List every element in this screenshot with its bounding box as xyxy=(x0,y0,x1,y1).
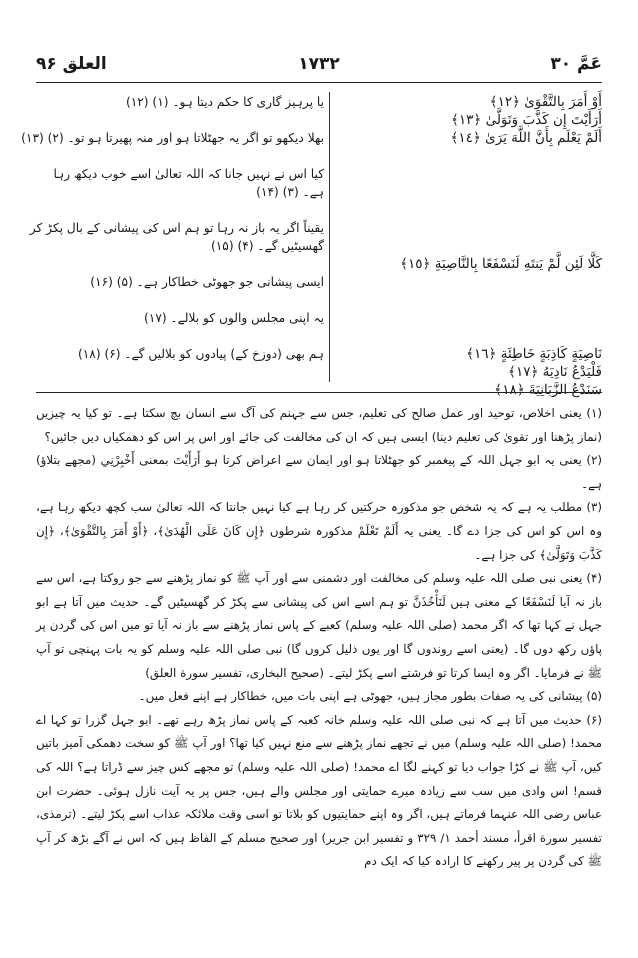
verse-spacer xyxy=(338,219,602,237)
verse-spacer xyxy=(338,183,602,201)
surah-reference: العلق ۹۶ xyxy=(36,54,107,74)
line-spacer xyxy=(40,201,324,219)
translation-line: ہے۔ (۳) (۱۴) xyxy=(256,185,324,199)
arabic-verse-14: أَلَمْ يَعْلَم بِأَنَّ اللَّهَ يَرَىٰ ﴿١٤﴾ xyxy=(450,130,602,146)
footnotes-divider xyxy=(36,392,602,393)
verse-spacer xyxy=(338,273,602,291)
arabic-verse-12: أَوْ أَمَرَ بِالتَّقْوَىٰ ﴿١٢﴾ xyxy=(489,94,602,110)
juz-label: عَمَّ ۳۰ xyxy=(550,54,602,74)
line-spacer xyxy=(40,147,324,165)
footnote-3: (۳) مطلب یہ ہے کہ یہ شخص جو مذکورہ حرکتیں کر رہا ہے کیا نہیں جانتا کہ اللہ تعالیٰ سب کچھ دیکھ رہا ہے، وہ اس کو اس کی جزا دے گا۔ یعنی یہ أَلَمْ تَعْلَمْ مذکورہ شرطوں ﴿إِن كَانَ عَلَى الْهُدَىٰ﴾، ﴿أَوْ أَمَرَ بِالتَّقْوَىٰ﴾، ﴿إِن كَذَّبَ وَتَوَلَّىٰ﴾ کی جزا ہے۔ xyxy=(36,500,602,562)
urdu-translation-column xyxy=(21,93,324,363)
header-divider xyxy=(36,82,602,83)
translation-line: ایسی پیشانی جو جھوٹی خطاکار ہے۔ (۵) (۱۶) xyxy=(90,275,324,289)
footnote-4: (۴) یعنی نبی صلی اللہ علیہ وسلم کی مخالفت اور دشمنی سے اور آپ ﷺ کو نماز پڑھنے سے جو روکتا ہے، اس سے باز نہ آیا لَنَسْفَعًا کے معنی ہیں لَنَأْخُذَنَّ تو ہم اسے اس کی پیشانی سے پکڑ کر گھسیٹیں گے۔ حدیث میں آتا ہے ابو جہل نے کہا تھا کہ اگر محمد (صلی اللہ علیہ وسلم) کعبے کے پاس نماز پڑھنے سے باز نہ آیا تو میں اس کی گردن پر پاؤں رکھ دوں گا۔ (یعنی اسے روندوں گا اور یوں ذلیل کروں گا) نبی صلی اللہ علیہ وسلم کو یہ بات پہنچی تو آپ ﷺ نے فرمایا۔ اگر وہ ایسا کرتا تو فرشتے اسے پکڑ لیتے۔ (صحیح البخاری، تفسیر سورة العلق) xyxy=(36,571,602,680)
arabic-verse-13: أَرَأَيْتَ إِن كَذَّبَ وَتَوَلَّىٰ ﴿١٣﴾ xyxy=(450,112,602,128)
line-spacer xyxy=(40,255,324,273)
translation-line: یہ اپنی مجلس والوں کو بلالے۔ (۱۷) xyxy=(144,311,324,325)
translation-line: کیا اس نے نہیں جانا کہ اللہ تعالیٰ اسے خوب دیکھ رہا xyxy=(53,167,324,181)
translation-line: یقیناً اگر یہ باز نہ رہا تو ہم اس کی پیشانی کے بال پکڑ کر xyxy=(29,221,324,235)
translation-line: بھلا دیکھو تو اگر یہ جھٹلاتا ہو اور منہ پھیرتا ہو تو۔ (۲) (۱۳) xyxy=(21,131,324,145)
footnote-6: (۶) حدیث میں آتا ہے کہ نبی صلی اللہ علیہ وسلم خانہ کعبہ کے پاس نماز پڑھ رہے تھے۔ ابو جہل گزرا تو کہا اے محمد! (صلی اللہ علیہ وسلم) میں نے تجھے نماز پڑھنے سے منع نہیں کیا تھا؟ اور آپ ﷺ کو سخت دھمکی آمیز باتیں کیں، آپ ﷺ نے کڑا جواب دیا تو کہنے لگا اے محمد! (صلی اللہ علیہ وسلم) تو مجھے کس چیز سے ڈراتا ہے؟ اللہ کی قسم! اس وادی میں سب سے زیادہ میرے حمایتی اور مجلس والے ہیں، جس پر یہ آیت نازل ہوئی۔ حضرت ابن عباس رضی اللہ عنہما فرماتے ہیں، اگر وہ اپنے حمایتیوں کو بلاتا تو اسی وقت ملائکہ عذاب اسے پکڑ لیتے۔ (ترمذی، تفسیر سورة اقرأ، مسند أحمد ۱/ ۳۲۹ و تفسیر ابن جریر) اور صحیح مسلم کے الفاظ ہیں کہ اس نے آگے بڑھ کر آپ ﷺ کی گردن پر پیر رکھنے کا ارادہ کیا کہ ایک دم xyxy=(36,712,602,869)
translation-line: گھسیٹیں گے۔ (۴) (۱۵) xyxy=(211,239,324,253)
translation-line: یا پرہیز گاری کا حکم دیتا ہو۔ (۱) (۱۲) xyxy=(125,95,324,109)
arabic-verse-15: كَلَّا لَئِن لَّمْ يَنتَهِ لَنَسْفَعًا بِالنَّاصِيَةِ ﴿١٥﴾ xyxy=(400,256,602,272)
verse-spacer xyxy=(338,201,602,219)
verse-spacer xyxy=(338,291,602,309)
line-spacer xyxy=(40,111,324,129)
translation-line: ہم بھی (دوزخ کے) پیادوں کو بلالیں گے۔ (۶) (۱۸) xyxy=(77,347,324,361)
footnote-2: (۲) یعنی یہ ابو جہل اللہ کے پیغمبر کو جھٹلاتا ہو اور ایمان سے اعراض کرتا ہو أَرَأَيْتَ بمعنی أَخْبِرْنِي (مجھے بتلاؤ) ہے۔ xyxy=(36,453,602,491)
verse-spacer xyxy=(338,309,602,327)
footnote-5: (۵) پیشانی کی یہ صفات بطور مجاز ہیں، جھوٹی ہے اپنی بات میں، خطاکار ہے اپنے فعل میں۔ xyxy=(138,689,602,704)
arabic-verse-17: فَلْيَدْعُ نَادِيَهُ ﴿١٧﴾ xyxy=(508,364,602,380)
footnote-1: (۱) یعنی اخلاص، توحید اور عمل صالح کی تعلیم، جس سے جہنم کی آگ سے انسان بچ سکتا ہے۔ تو کیا یہ چیزیں (نماز پڑھنا اور تقویٰ کی تعلیم دینا) ایسی ہیں کہ ان کی مخالفت کی جائے اور اس پر اس کو دھمکیاں دیں جائیں؟ xyxy=(36,406,602,444)
column-divider xyxy=(329,92,330,382)
line-spacer xyxy=(40,291,324,309)
line-spacer xyxy=(40,327,324,345)
arabic-verses-column xyxy=(338,93,602,399)
arabic-verse-16: نَاصِيَةٍ كَاذِبَةٍ خَاطِئَةٍ ﴿١٦﴾ xyxy=(466,346,602,362)
verse-spacer xyxy=(338,147,602,165)
verse-spacer xyxy=(338,165,602,183)
footnotes xyxy=(36,402,602,874)
page-number: ۱۷۳۲ xyxy=(298,54,340,74)
arabic-verse-18: سَنَدْعُ الزَّبَانِيَةَ ﴿١٨﴾ xyxy=(494,382,602,398)
verse-spacer xyxy=(338,327,602,345)
verse-spacer xyxy=(338,237,602,255)
